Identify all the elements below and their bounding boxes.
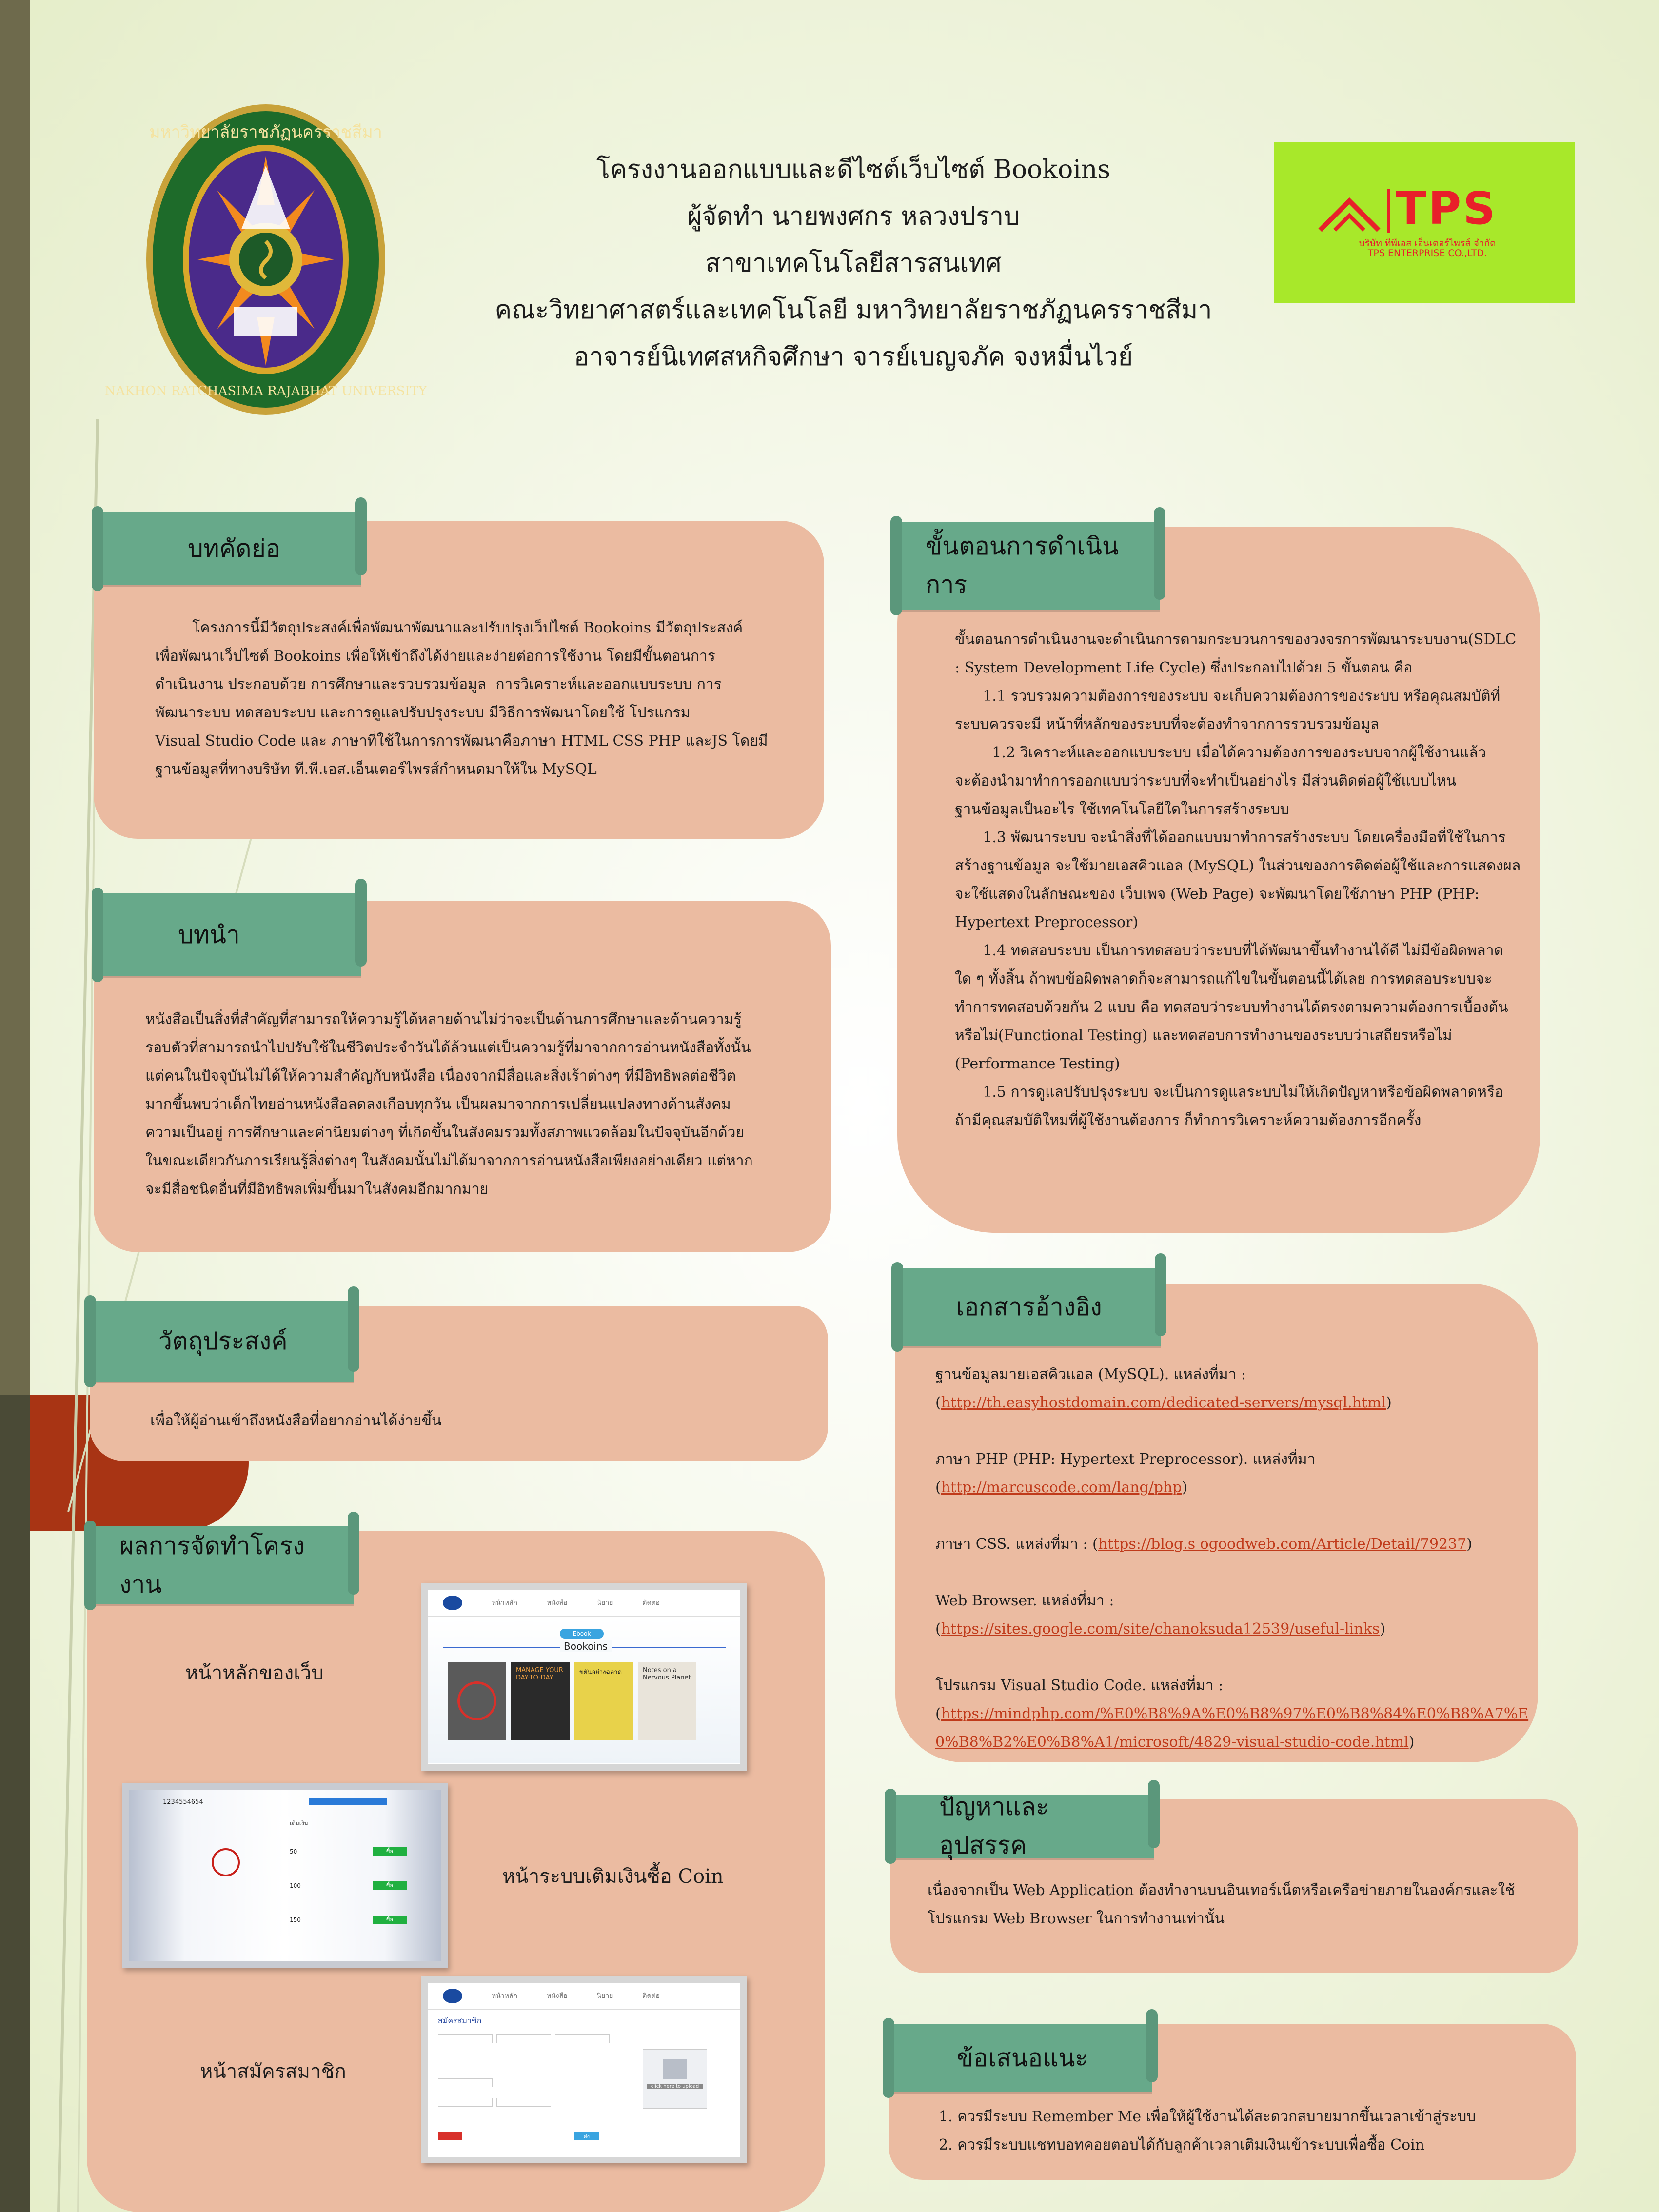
reference-link[interactable]: https://blog.s ogoodweb.com/Article/Detail/79237 — [1098, 1536, 1467, 1553]
nav-item: หน้าหลัก — [492, 1599, 517, 1607]
submit-button: ส่ง — [574, 2132, 599, 2140]
intro-title: บทนำ — [178, 920, 240, 949]
nav-item: หนังสือ — [546, 1992, 568, 2000]
caption-register: หน้าสมัครสมาชิก — [200, 2060, 346, 2083]
upload-label: click here to upload — [647, 2084, 703, 2089]
site-logo-icon — [443, 1596, 462, 1610]
title-line: ผู้จัดทำ นายพงศกร หลวงปราบ — [687, 202, 1020, 231]
nav-item: ติดต่อ — [642, 1992, 660, 2000]
suggestion-item: 1. ควรมีระบบ Remember Me เพื่อให้ผู้ใช้งานได้สะดวกสบายมากขึ้นเวลาเข้าสู่ระบบ — [939, 2108, 1476, 2125]
reference-text: ภาษา PHP (PHP: Hypertext Preprocessor). แหล่งที่มา — [935, 1451, 1316, 1468]
ebook-button: Ebook — [560, 1629, 604, 1639]
reference-item: โปรแกรม Visual Studio Code. แหล่งที่มา : (https://mindphp.com/%E0%B8%9A%E0%B8%97%E0%B8%84%E0%B8%A7%E0%B8%B2%E0%B8%A1/microsoft/4829-visual-studio-code.html) — [935, 1672, 1555, 1757]
abstract-banner — [98, 512, 361, 585]
book-cover — [448, 1662, 506, 1740]
reference-link[interactable]: https://sites.google.com/site/chanoksuda12539/useful-links — [941, 1620, 1380, 1638]
reference-link[interactable]: http://th.easyhostdomain.com/dedicated-servers/mysql.html — [941, 1394, 1386, 1411]
problems-banner — [890, 1795, 1154, 1858]
title-line: สาขาเทคโนโลยีสารสนเทศ — [705, 249, 1002, 278]
buy-button: ซื้อ — [373, 1881, 407, 1890]
form-field — [438, 2098, 493, 2107]
title-line: คณะวิทยาศาสตร์และเทคโนโลยี มหาวิทยาลัยราชภัฏนครราชสีมา — [494, 296, 1212, 325]
reference-item: ภาษา PHP (PHP: Hypertext Preprocessor). แหล่งที่มา (http://marcuscode.com/lang/php) — [935, 1451, 1316, 1496]
buy-button: ซื้อ — [373, 1847, 407, 1856]
nav-item: หนังสือ — [546, 1599, 568, 1607]
form-field — [555, 2034, 610, 2043]
suggestions-title: ข้อเสนอแนะ — [957, 2043, 1088, 2072]
tps-logo — [1274, 142, 1575, 303]
poster-title — [439, 146, 1268, 380]
form-field — [438, 2034, 493, 2043]
caption-home: หน้าหลักของเว็บ — [185, 1662, 324, 1684]
intro-text: หนังสือเป็นสิ่งที่สำคัญที่สามารถให้ความรู้ได้หลายด้านไม่ว่าจะเป็นด้านการศึกษาและด้านความรู้ รอบตัวที่สามารถนำไปปรับใช้ในชีวิตประจำวันได้ล้วนแต่เป็นความรู้ที่มาจากการอ่านหนังสือทั้งนั้น แต่คนในปัจจุบันไม่ได้ให้ความสำคัญกับหนังสือ เนื่องจากมีสื่อและสิ่งเร้าต่างๆ ที่มีอิทธิพลต่อชีวิต มากขึ้นพบว่าเด็กไทยอ่านหนังสือลดลงเกือบทุกวัน เป็นผลมาจากการเปลี่ยนแปลงทางด้านสังคม ความเป็นอยู่ การศึกษาและค่านิยมต่างๆ ที่เกิดขึ้นในสังคมรวมทั้งสภาพแวดล้อมในปัจจุบันอีกด้วย ในขณะเดียวกันการเรียนรู้สิ่งต่างๆ ในสังคมนั้นไม่ได้มาจากการอ่านหนังสือเพียงอย่างเดียว แต่หาก จะมีสื่อชนิดอื่นที่มีอิทธิพลเพิ่มขึ้นมาในสังคมอีกมากมาย — [145, 1011, 753, 1198]
reference-link[interactable]: https://mindphp.com/%E0%B8%9A%E0%B8%97%E0%B8%84%E0%B8%A7%E0%B8%B2%E0%B8%A1/microsoft/4829-visual-studio-code.html — [935, 1705, 1529, 1751]
references-banner — [897, 1268, 1161, 1346]
image-upload-box — [643, 2049, 707, 2109]
results-title: ผลการจัดทำโครงงาน — [119, 1532, 305, 1599]
caption-topup: หน้าระบบเติมเงินซื้อ Coin — [502, 1865, 724, 1888]
abstract-title: บทคัดย่อ — [188, 534, 280, 563]
cancel-button — [438, 2132, 462, 2140]
register-title: สมัครสมาชิก — [438, 2016, 482, 2025]
bookoins-heading: Bookoins — [560, 1640, 612, 1652]
objective-title: วัตถุประสงค์ — [158, 1327, 288, 1355]
abstract-text: โครงการนี้มีวัตถุประสงค์เพื่อพัฒนาพัฒนาและปรับปรุงเว็ปไซต์ Bookoins มีวัตถุประสงค์ เพื่อพัฒนาเว็ปไซต์ Bookoins เพื่อให้เข้าถึงได้ง่ายและง่ายต่อการใช้งาน โดยมีขั้นตอนการ ดำเนินงาน ประกอบด้วย การศึกษาและรวบรวมข้อมูล การวิเคราะห์และออกแบบระบบ การ พัฒนาระบบ ทดสอบระบบ และการดูแลปรับปรุงระบบ มีวิธีการพัฒนาโดยใช้ โปรแกรม Visual Studio Code และ ภาษาที่ใช้ในการการพัฒนาคือภาษา HTML CSS PHP และJS โดยมี ฐานข้อมูลที่ทางบริษัท ที.พี.เอส.เอ็นเตอร์ไพรส์กำหนดมาให้ใน MySQL — [155, 619, 768, 778]
reference-text: โปรแกรม Visual Studio Code. แหล่งที่มา : — [935, 1677, 1224, 1694]
references-title: เอกสารอ้างอิง — [956, 1292, 1102, 1321]
nav-item: นิยาย — [596, 1599, 613, 1607]
problems-text: เนื่องจากเป็น Web Application ต้องทำงานบนอินเทอร์เน็ตหรือเครือข่ายภายในองค์กรและใช้ โปรแกรม Web Browser ในการทำงานเท่านั้น — [928, 1882, 1515, 1927]
title-line: โครงงานออกแบบและดีไซต์เว็บไซต์ Bookoins — [596, 155, 1111, 184]
tps-logo-sub-en: TPS ENTERPRISE CO.,LTD. — [1367, 248, 1487, 258]
topup-section: เติมเงิน — [290, 1820, 308, 1827]
svg-text:มหาวิทยาลัยราชภัฏนครราชสีมา: มหาวิทยาลัยราชภัฏนครราชสีมา — [149, 122, 382, 142]
title-line: อาจารย์นิเทศสหกิจศึกษา จารย์เบญจภัค จงหมื่นไวย์ — [573, 342, 1133, 372]
procedure-text: ขั้นตอนการดำเนินงานจะดำเนินการตามกระบวนการของวงจรการพัฒนาระบบงาน(SDLC : System Development Life Cycle) ซึ่งประกอบไปด้วย 5 ขั้นตอน คือ 1.1 รวบรวมความต้องการของระบบ จะเก็บความต้องการของระบบ หรือคุณสมบัติที่ ระบบควรจะมี หน้าที่หลักของระบบที่จะต้องทำจากการรวบรวมข้อมูล 1.2 วิเคราะห์และออกแบบระบบ เมื่อได้ความต้องการของระบบจากผู้ใช้งานแล้ว จะต้องนำมาทำการออกแบบว่าระบบที่จะทำเป็นอย่างไร มีส่วนติดต่อผู้ใช้แบบไหน ฐานข้อมูลเป็นอะไร ใช้เทคโนโลยีใดในการสร้างระบบ 1.3 พัฒนาระบบ จะนำสิ่งที่ได้ออกแบบมาทำการสร้างระบบ โดยเครื่องมือที่ใช้ในการ สร้างฐานข้อมูล จะใช้มายเอสคิวแอล (MySQL) ในส่วนของการติดต่อผู้ใช้และการแสดงผล จะใช้แสดงในลักษณะของ เว็บเพจ (Web Page) จะพัฒนาโดยใช้ภาษา PHP (PHP: Hypertext Preprocessor) 1.4 ทดสอบระบบ เป็นการทดสอบว่าระบบที่ได้พัฒนาขึ้นทำงานได้ดี ไม่มีข้อผิดพลาด ใด ๆ ทั้งสิ้น ถ้าพบข้อผิดพลาดก็จะสามารถแก้ไขในขั้นตอนนี้ได้เลย การทดสอบระบบจะ ทำการทดสอบด้วยกัน 2 แบบ คือ ทดสอบว่าระบบทำงานได้ตรงตามความต้องการเบื้องต้น หรือไม่(Functional Testing) และทดสอบการทำงานของระบบว่าเสถียรหรือไม่ (Performance Testing) 1.5 การดูแลปรับปรุงระบบ จะเป็นการดูแลระบบไม่ให้เกิดปัญหาหรือข้อผิดพลาดหรือ ถ้ามีคุณสมบัติใหม่ที่ผู้ใช้งานต้องการ ก็ทำการวิเคราะห์ความต้องการอีกครั้ง — [955, 631, 1521, 1129]
screenshot-home — [421, 1583, 747, 1771]
svg-text:NAKHON RATCHASIMA RAJABHAT UNI: NAKHON RATCHASIMA RAJABHAT UNIVERSITY — [104, 384, 427, 398]
tps-roof-icon — [1318, 196, 1381, 235]
reference-text: ฐานข้อมูลมายเอสคิวแอล (MySQL). แหล่งที่มา : — [935, 1366, 1246, 1383]
reference-text: ภาษา CSS. แหล่งที่มา : — [935, 1536, 1088, 1553]
objective-banner — [90, 1301, 354, 1382]
package-amount: 150 — [290, 1916, 301, 1923]
reference-link[interactable]: http://marcuscode.com/lang/php — [941, 1479, 1182, 1496]
buy-button: ซื้อ — [373, 1916, 407, 1924]
form-field — [438, 2078, 493, 2087]
home-navbar — [428, 1590, 740, 1617]
references-list — [935, 1361, 1555, 1757]
procedure-title: ขั้นตอนการดำเนินการ — [926, 532, 1119, 599]
bank-logo-icon — [212, 1848, 240, 1876]
package-amount: 50 — [290, 1848, 297, 1855]
book-cover: ขยันอย่างฉลาด — [574, 1662, 633, 1740]
screenshot-register — [421, 1976, 747, 2163]
book-cover: Notes on a Nervous Planet — [638, 1662, 696, 1740]
site-logo-icon — [443, 1989, 462, 2003]
suggestion-item: 2. ควรมีระบบแชทบอทคอยตอบได้กับลูกค้าเวลาเติมเงินเข้าระบบเพื่อซื้อ Coin — [939, 2136, 1425, 2153]
form-field — [496, 2098, 551, 2107]
screenshot-topup — [122, 1783, 448, 1968]
intro-banner — [98, 893, 361, 976]
topup-user: 1234554654 — [163, 1798, 203, 1806]
book-cover: MANAGE YOUR DAY-TO-DAY — [511, 1662, 570, 1740]
reference-text: Web Browser. แหล่งที่มา : — [935, 1592, 1114, 1609]
tps-logo-text: TPS — [1396, 182, 1498, 235]
results-banner — [90, 1526, 354, 1604]
register-navbar — [428, 1983, 740, 2010]
tps-divider — [1387, 189, 1390, 233]
tps-logo-sub-th: บริษัท ทีพีเอส เอ็นเตอร์ไพรส์ จำกัด — [1359, 238, 1496, 249]
objective-text: เพื่อให้ผู้อ่านเข้าถึงหนังสือที่อยากอ่านได้ง่ายขึ้น — [150, 1412, 442, 1429]
university-seal — [104, 102, 427, 417]
topup-header-bar — [309, 1798, 387, 1805]
nav-item: ติดต่อ — [642, 1599, 660, 1607]
problems-title: ปัญหาและอุปสรรค — [939, 1793, 1049, 1859]
reference-item: ฐานข้อมูลมายเอสคิวแอล (MySQL). แหล่งที่มา : (http://th.easyhostdomain.com/dedicated-servers/mysql.html) — [935, 1361, 1555, 1417]
procedure-banner — [896, 522, 1160, 610]
package-amount: 100 — [290, 1882, 301, 1889]
reference-item: ภาษา CSS. แหล่งที่มา : (https://blog.s ogoodweb.com/Article/Detail/79237) — [935, 1536, 1472, 1553]
reference-item: Web Browser. แหล่งที่มา : (https://sites.google.com/site/chanoksuda12539/useful-links) — [935, 1587, 1555, 1643]
form-field — [496, 2034, 551, 2043]
suggestions-banner — [889, 2024, 1152, 2092]
suggestions-list — [939, 2103, 1568, 2159]
nav-item: หน้าหลัก — [492, 1992, 517, 2000]
nav-item: นิยาย — [596, 1992, 613, 2000]
